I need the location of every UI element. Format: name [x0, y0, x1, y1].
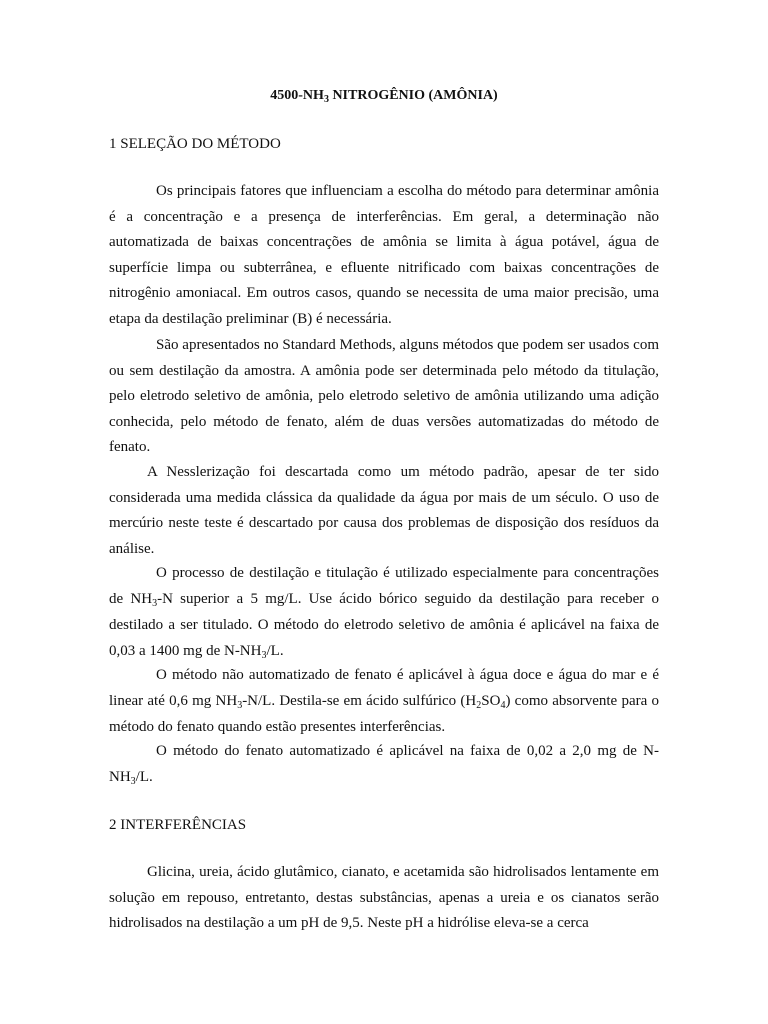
paragraph-standard-methods: São apresentados no Standard Methods, alguns métodos que podem ser usados com ou sem destilação da amostra. A amônia pode ser determinada pelo método da titulação, pelo eletrodo seletivo de amônia, pelo eletrodo seletivo de amônia utilizando uma adição conhecida, pelo método de fenato, além de duas versões automatizadas do método de fenato. — [109, 337, 659, 455]
document-title — [0, 88, 768, 104]
paragraph-glicina: Glicina, ureia, ácido glutâmico, cianato, e acetamida são hidrolisados lentamente em solução em repouso, entretanto, destas substâncias, apenas a ureia e os cianatos serão hidrolisados na destilação a um pH de 9,5. Neste pH a hidrólise eleva-se a cerca — [109, 864, 659, 931]
paragraph-fenato-automatizado: O método do fenato automatizado é aplicável na faixa de 0,02 a 2,0 mg de $N-NH_3/L$. — [109, 743, 659, 787]
section-heading-interferencias: 2 INTERFERÊNCIAS — [109, 817, 247, 833]
title-text: 4500-NH — [270, 88, 324, 103]
title-text-suffix: NITROGÊNIO (AMÔNIA) — [328, 88, 498, 103]
paragraph-fatores: Os principais fatores que influenciam a escolha do método para determinar amônia é a concentração e a presença de interferências. Em geral, a determinação não automatizada de baixas concentrações de amônia se limita à água potável, água de superfície limpa ou subterrânea, e efluente nitrificado com baixas concentrações de nitrogênio amoniacal. Em outros casos, quando se necessita de uma maior precisão, uma etapa da destilação preliminar (B) é necessária. — [109, 183, 659, 327]
title-subscript: 3 — [323, 94, 329, 105]
paragraph-nesslerizacao: A Nesslerização foi descartada como um método padrão, apesar de ter sido considerada uma medida clássica da qualidade da água por mais de um século. O uso de mercúrio neste teste é descartado por causa dos problemas de disposição dos resíduos da análise. — [109, 464, 659, 557]
paragraph-destilacao-titulacao: O processo de destilação e titulação é utilizado especialmente para concentrações de $NH_3-N$ superior a 5 mg/L. Use ácido bórico seguido da destilação para receber o destilado a ser titulado. O método do eletrodo seletivo de amônia é aplicável na faixa de 0,03 a 1400 mg de $N-NH_3/L$. — [109, 565, 659, 661]
paragraph-fenato-nao-automatizado: O método não automatizado de fenato é aplicável à água doce e água do mar e é linear até 0,6 mg $NH_3-N/L$. Destila-se em ácido sulfúrico $(H_2SO_4)$ como absorvente para o método do fenato quando estão presentes interferências. — [109, 667, 660, 735]
section-heading-selecao: 1 SELEÇÃO DO MÉTODO — [109, 136, 281, 152]
